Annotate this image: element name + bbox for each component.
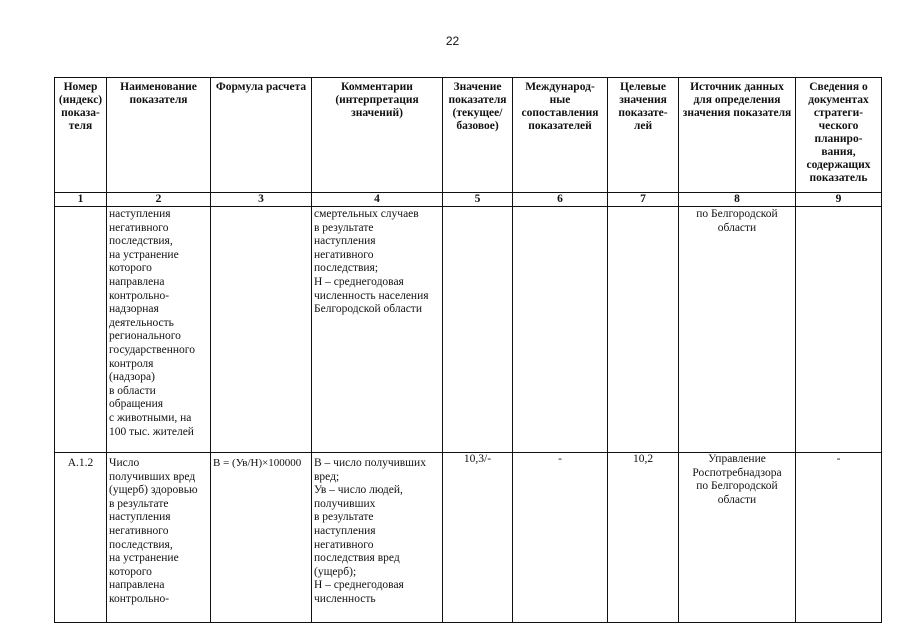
cell-formula: В = (Ув/Н)×100000 [211,453,312,623]
cell-target [608,207,679,453]
column-number: 4 [312,193,443,207]
cell-documents: - [796,453,882,623]
header-documents: Сведения о документах стратеги-ческого планиро-вания, содержащих показатель [796,78,882,193]
column-number: 8 [679,193,796,207]
indicators-table [54,77,882,623]
cell-index: А.1.2 [55,453,107,623]
column-number: 3 [211,193,312,207]
cell-international [513,207,608,453]
header-value: Значение показателя (текущее/ базовое) [443,78,513,193]
cell-index [55,207,107,453]
cell-source: по Белгородской области [679,207,796,453]
cell-source: Управление Роспотребнадзора по Белгородской области [679,453,796,623]
column-number: 9 [796,193,882,207]
cell-international: - [513,453,608,623]
header-index: Номер (индекс) показа-теля [55,78,107,193]
cell-name: Число получивших вред (ущерб) здоровью в результате наступления негативного последствия, на устранение которого направлена контрольно- [107,453,211,623]
cell-value: 10,3/- [443,453,513,623]
table-row [55,207,882,453]
table-header-row [55,78,882,193]
cell-documents [796,207,882,453]
column-number: 2 [107,193,211,207]
column-number: 6 [513,193,608,207]
header-source: Источник данных для определения значения показателя [679,78,796,193]
table-row [55,453,882,623]
cell-target: 10,2 [608,453,679,623]
header-name: Наименование показателя [107,78,211,193]
cell-value [443,207,513,453]
column-number-row [55,193,882,207]
column-number: 7 [608,193,679,207]
page-number: 22 [445,34,460,48]
header-target: Целевые значения показате-лей [608,78,679,193]
header-formula: Формула расчета [211,78,312,193]
cell-name: наступления негативного последствия, на устранение которого направлена контрольно- надзорная деятельность регионального государственного контроля (надзора) в области обращения с животными, на 100 тыс. жителей [107,207,211,453]
cell-comment: смертельных случаев в результате наступления негативного последствия; Н – среднегодовая численность населения Белгородской области [312,207,443,453]
header-comment: Комментарии (интерпретация значений) [312,78,443,193]
column-number: 1 [55,193,107,207]
column-number: 5 [443,193,513,207]
header-international: Международ-ные сопоставления показателей [513,78,608,193]
cell-formula [211,207,312,453]
cell-comment: В – число получивших вред; Ув – число людей, получивших в результате наступления негативного последствия вред (ущерб); Н – среднегодовая численность [312,453,443,623]
